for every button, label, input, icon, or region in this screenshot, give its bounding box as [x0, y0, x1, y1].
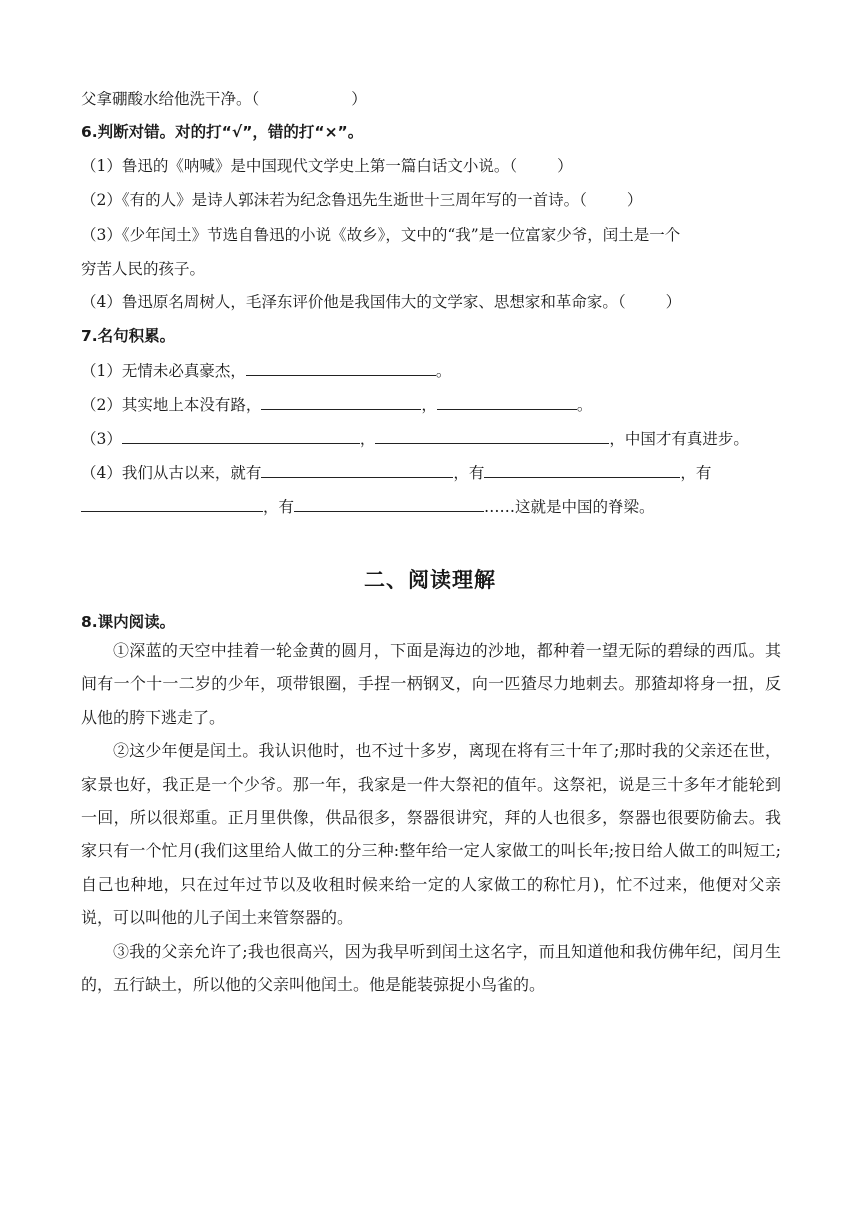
q6-item-4-text: （4）鲁迅原名周树人，毛泽东评价他是我国伟大的文学家、思想家和革命家。（ [81, 293, 626, 311]
q6-item-1-close: ） [557, 157, 573, 175]
q6-item-4-close: ） [665, 293, 682, 311]
answer-blank[interactable] [437, 393, 577, 410]
q6-item-4 [81, 291, 681, 313]
answer-blank[interactable] [122, 427, 360, 444]
q7-item-4-mid3: ，有 [263, 498, 295, 516]
passage-paragraph-1: ①深蓝的天空中挂着一轮金黄的圆月，下面是海边的沙地，都种着一望无际的碧绿的西瓜。其间有一个十一二岁的少年，项带银圈，手捏一柄钢叉，向一匹猹尽力地刺去。那猹却将身一扭，反从他的胯下逃走了。 [81, 641, 781, 727]
q7-item-1-pre: （1）无情未必真豪杰， [81, 362, 246, 380]
q7-item-1-post: 。 [435, 362, 452, 380]
answer-blank[interactable] [246, 359, 436, 376]
q7-item-1 [81, 359, 451, 382]
answer-blank[interactable] [261, 461, 453, 478]
q7-item-3 [81, 427, 749, 450]
q7-item-2-mid: ， [421, 396, 437, 414]
q7-item-2-pre: （2）其实地上本没有路， [81, 396, 262, 414]
q6-item-2 [81, 189, 642, 211]
q5-tail-close: ） [351, 90, 367, 108]
q6-item-3: （3）《少年闰土》节选自鲁迅的小说《故乡》，文中的“我”是一位富家少爷，闰土是一个 [81, 226, 681, 244]
answer-blank[interactable] [81, 495, 263, 512]
answer-blank[interactable] [294, 495, 484, 512]
q6-item-2-close: ） [626, 191, 643, 209]
q7-item-2 [81, 393, 592, 416]
q7-item-4-post: ……这就是中国的脊梁。 [484, 498, 655, 516]
q6-item-2-text: （2）《有的人》是诗人郭沫若为纪念鲁迅先生逝世十三周年写的一首诗。（ [81, 191, 587, 209]
passage-paragraph-2: ②这少年便是闰土。我认识他时，也不过十多岁，离现在将有三十年了;那时我的父亲还在世，家景也好，我正是一个少爷。那一年，我家是一件大祭祀的值年。这祭祀，说是三十多年才能轮到一回，所以很郑重。正月里供像，供品很多，祭器很讲究，拜的人也很多，祭器也很要防偷去。我家只有一个忙月(我们这里给人做工的分三种:整年给一定人家做工的叫长年;按日给人做工的叫短工;自己也种地，只在过年过节以及收租时候来给一定的人家做工的称忙月)，忙不过来，他便对父亲说，可以叫他的儿子闰土来管祭器的。 [81, 741, 781, 928]
q7-item-3-post: ，中国才有真进步。 [609, 430, 749, 448]
answer-blank[interactable] [261, 393, 421, 410]
q7-heading: 7.名句积累。 [81, 327, 176, 345]
answer-blank[interactable] [375, 427, 609, 444]
q7-item-4-mid1: ，有 [453, 464, 485, 482]
q6-heading: 6.判断对错。对的打“√”，错的打“×”。 [81, 123, 364, 141]
q7-item-4-mid2: ，有 [680, 464, 712, 482]
section-title: 二、阅读理解 [364, 568, 496, 592]
reading-passage [81, 634, 781, 1001]
q7-item-4 [81, 461, 711, 484]
q6-item-1-text: （1）鲁迅的《呐喊》是中国现代文学史上第一篇白话文小说。（ [81, 157, 518, 175]
q7-item-3-mid: ， [359, 430, 376, 448]
q8-heading: 8.课内阅读。 [81, 613, 176, 631]
q6-item-1 [81, 155, 573, 177]
q7-item-2-post: 。 [576, 396, 593, 414]
passage-paragraph-3: ③我的父亲允许了;我也很高兴，因为我早听到闰土这名字，而且知道他和我仿佛年纪，闰月生的，五行缺土，所以他的父亲叫他闰土。他是能装弶捉小鸟雀的。 [81, 941, 781, 995]
answer-blank[interactable] [484, 461, 680, 478]
q5-tail-text: 父拿硼酸水给他洗干净。（ [81, 90, 260, 108]
q6-item-3-cont: 穷苦人民的孩子。 [81, 260, 206, 278]
q7-item-4-cont [81, 495, 655, 518]
q5-tail-line [81, 88, 367, 110]
q7-item-4-pre: （4）我们从古以来，就有 [81, 464, 262, 482]
q7-item-3-pre: （3） [81, 430, 122, 448]
